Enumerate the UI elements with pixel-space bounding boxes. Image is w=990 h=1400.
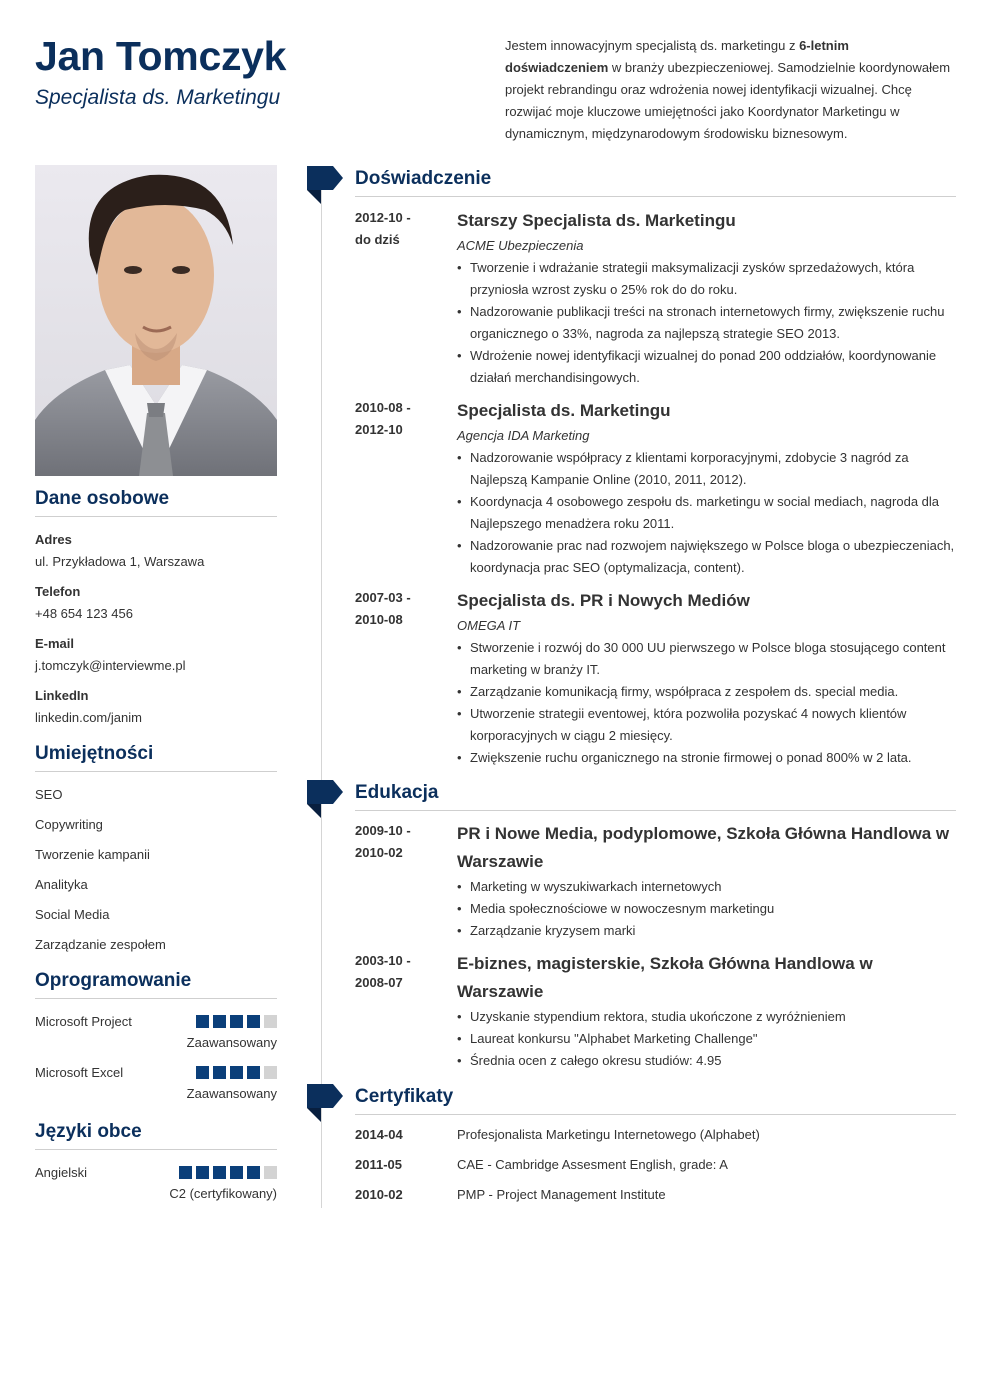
- education-entry: [355, 820, 956, 942]
- rating-square: [196, 1066, 209, 1079]
- languages-heading: Języki obce: [35, 1121, 277, 1150]
- date-start: 2007-03 -: [355, 590, 411, 605]
- entry-date: [355, 587, 450, 631]
- email-value: j.tomczyk@interviewme.pl: [35, 658, 186, 673]
- language-item: [35, 1162, 277, 1213]
- email-label: E-mail: [35, 636, 75, 651]
- duty-item: • Nadzorowanie publikacji treści na stronach internetowych firmy, zwiększenie ruchu organicznego o 33%, nagroda za najlepszą strategie SEO 2013.: [457, 301, 956, 345]
- certificate-date: 2014-04: [355, 1127, 403, 1142]
- job-title: Starszy Specjalista ds. Marketingu: [457, 211, 736, 230]
- rating-bar: [196, 1066, 277, 1079]
- degree-title: PR i Nowe Media, podyplomowe, Szkoła Główna Handlowa w Warszawie: [457, 824, 950, 871]
- certificate-date: 2010-02: [355, 1187, 403, 1202]
- certificate-row: [355, 1184, 956, 1206]
- linkedin-value: linkedin.com/janim: [35, 710, 142, 725]
- duties-list: [457, 447, 956, 579]
- section-marker-icon: [307, 166, 343, 204]
- skills-heading: Umiejętności: [35, 743, 277, 772]
- achievement-item: • Marketing w wyszukiwarkach internetowych: [457, 876, 956, 898]
- job-title: Specjalista ds. PR i Nowych Mediów: [457, 591, 750, 610]
- duty-item: • Tworzenie i wdrażanie strategii maksymalizacji zysków sprzedażowych, która przyniosła wzrost zysku o 25% rok do do roku.: [457, 257, 956, 301]
- certificate-row: [355, 1154, 956, 1176]
- skill-item: Social Media: [35, 907, 110, 922]
- date-end: 2008-07: [355, 975, 403, 990]
- certificate-row: [355, 1124, 956, 1146]
- timeline-line: [321, 178, 322, 1208]
- software-heading: Oprogramowanie: [35, 970, 277, 999]
- duty-item: • Stworzenie i rozwój do 30 000 UU pierwszego w Polsce bloga stosującego content marketing w branży IT.: [457, 637, 956, 681]
- degree-title: E-biznes, magisterskie, Szkoła Główna Handlowa w Warszawie: [457, 954, 873, 1001]
- rating-square: [247, 1066, 260, 1079]
- certificate-name: CAE - Cambridge Assesment English, grade: A: [457, 1157, 728, 1172]
- phone-value: +48 654 123 456: [35, 606, 133, 621]
- summary-text-end: w branży ubezpieczeniowej. Samodzielnie koordynowałem projekt rebrandingu oraz wdrożenia nowej identyfikacji wizualnej. Chcę rozwijać moje kluczowe umiejętności jako Koordynator Marketingu w dynamicznym, międzynarodowym środowisku biznesowym.: [505, 60, 951, 141]
- rating-square: [264, 1066, 277, 1079]
- rating-square: [247, 1015, 260, 1028]
- rating-square: [179, 1166, 192, 1179]
- personal-data-list: [35, 529, 277, 729]
- rating-square: [264, 1015, 277, 1028]
- duty-item: • Nadzorowanie prac nad rozwojem największego w Polsce bloga o ubezpieczeniach, koordynacja prac SEO (optymalizacja, content).: [457, 535, 956, 579]
- software-level: Zaawansowany: [186, 1086, 277, 1101]
- experience-entry: [355, 587, 956, 769]
- education-heading: Edukacja: [355, 782, 956, 811]
- rating-square: [264, 1166, 277, 1179]
- experience-entry: [355, 207, 956, 389]
- skills-list: [35, 784, 277, 956]
- entry-date: [355, 397, 450, 441]
- company-name: ACME Ubezpieczenia: [457, 238, 584, 253]
- achievement-item: • Średnia ocen z całego okresu studiów: 4.95: [457, 1050, 956, 1072]
- software-name: Microsoft Excel: [35, 1065, 124, 1080]
- achievement-item: • Zarządzanie kryzysem marki: [457, 920, 956, 942]
- duties-list: [457, 637, 956, 769]
- language-level: C2 (certyfikowany): [169, 1186, 277, 1201]
- job-title: Specjalista ds. Marketingu: [457, 401, 671, 420]
- duty-item: • Zarządzanie komunikacją firmy, współpraca z zespołem ds. special media.: [457, 681, 956, 703]
- certificate-name: PMP - Project Management Institute: [457, 1187, 666, 1202]
- achievements-list: [457, 876, 956, 942]
- profile-summary: [505, 35, 955, 145]
- skill-item: Tworzenie kampanii: [35, 847, 150, 862]
- date-start: 2003-10 -: [355, 953, 411, 968]
- skill-item: Zarządzanie zespołem: [35, 937, 166, 952]
- rating-square: [230, 1166, 243, 1179]
- rating-square: [196, 1015, 209, 1028]
- software-name: Microsoft Project: [35, 1014, 132, 1029]
- candidate-title: Specjalista ds. Marketingu: [35, 86, 281, 109]
- rating-square: [247, 1166, 260, 1179]
- address-value: ul. Przykładowa 1, Warszawa: [35, 554, 205, 569]
- candidate-name: Jan Tomczyk: [35, 33, 287, 79]
- skill-item: Analityka: [35, 877, 88, 892]
- date-end: 2010-08: [355, 612, 403, 627]
- software-level: Zaawansowany: [186, 1035, 277, 1050]
- education-entry: [355, 950, 956, 1072]
- certificates-heading: Certyfikaty: [355, 1086, 956, 1115]
- software-item: [35, 1062, 277, 1113]
- duty-item: • Wdrożenie nowej identyfikacji wizualnej do ponad 200 oddziałów, koordynowanie działań merchandisingowych.: [457, 345, 956, 389]
- duty-item: • Nadzorowanie współpracy z klientami korporacyjnymi, zdobycie 3 nagród za Najlepszą Kampanie Online (2010, 2011, 2012).: [457, 447, 956, 491]
- experience-heading: Doświadczenie: [355, 168, 956, 197]
- achievements-list: [457, 1006, 956, 1072]
- address-label: Adres: [35, 532, 72, 547]
- achievement-item: • Uzyskanie stypendium rektora, studia ukończone z wyróżnieniem: [457, 1006, 956, 1028]
- company-name: Agencja IDA Marketing: [457, 428, 590, 443]
- achievement-item: • Laureat konkursu "Alphabet Marketing Challenge": [457, 1028, 956, 1050]
- duties-list: [457, 257, 956, 389]
- duty-item: • Utworzenie strategii eventowej, która pozwoliła pozyskać 4 nowych klientów korporacyjnych w ciągu 2 miesięcy.: [457, 703, 956, 747]
- date-end: 2010-02: [355, 845, 403, 860]
- duty-item: • Koordynacja 4 osobowego zespołu ds. marketingu w social mediach, nagroda dla Najlepszego menadżera roku 2011.: [457, 491, 956, 535]
- summary-text-bold: 6-letnim doświadczeniem: [505, 38, 849, 75]
- summary-text-start: Jestem innowacyjnym specjalistą ds. marketingu z: [505, 38, 800, 53]
- date-start: 2009-10 -: [355, 823, 411, 838]
- section-marker-icon: [307, 1084, 343, 1122]
- phone-label: Telefon: [35, 584, 81, 599]
- language-name: Angielski: [35, 1165, 88, 1180]
- entry-date: [355, 207, 450, 251]
- profile-photo: [35, 165, 277, 476]
- date-end: 2012-10: [355, 422, 403, 437]
- date-start: 2010-08 -: [355, 400, 411, 415]
- date-end: do dziś: [355, 232, 400, 247]
- rating-square: [213, 1015, 226, 1028]
- company-name: OMEGA IT: [457, 618, 521, 633]
- achievement-item: • Media społecznościowe w nowoczesnym marketingu: [457, 898, 956, 920]
- rating-square: [196, 1166, 209, 1179]
- duty-item: • Zwiększenie ruchu organicznego na stronie firmowej o ponad 800% w 2 lata.: [457, 747, 956, 769]
- skill-item: SEO: [35, 787, 63, 802]
- left-column: [35, 488, 277, 1213]
- certificate-date: 2011-05: [355, 1157, 402, 1172]
- skill-item: Copywriting: [35, 817, 103, 832]
- rating-square: [213, 1066, 226, 1079]
- languages-list: [35, 1162, 277, 1213]
- rating-square: [213, 1166, 226, 1179]
- rating-square: [230, 1015, 243, 1028]
- entry-date: [355, 950, 450, 994]
- date-start: 2012-10 -: [355, 210, 411, 225]
- software-item: [35, 1011, 277, 1062]
- section-marker-icon: [307, 780, 343, 818]
- linkedin-label: LinkedIn: [35, 688, 89, 703]
- rating-bar: [196, 1015, 277, 1028]
- rating-square: [230, 1066, 243, 1079]
- rating-bar: [179, 1166, 277, 1179]
- personal-data-heading: Dane osobowe: [35, 488, 277, 517]
- certificate-name: Profesjonalista Marketingu Internetowego (Alphabet): [457, 1127, 760, 1142]
- software-list: [35, 1011, 277, 1113]
- experience-entry: [355, 397, 956, 579]
- entry-date: [355, 820, 450, 864]
